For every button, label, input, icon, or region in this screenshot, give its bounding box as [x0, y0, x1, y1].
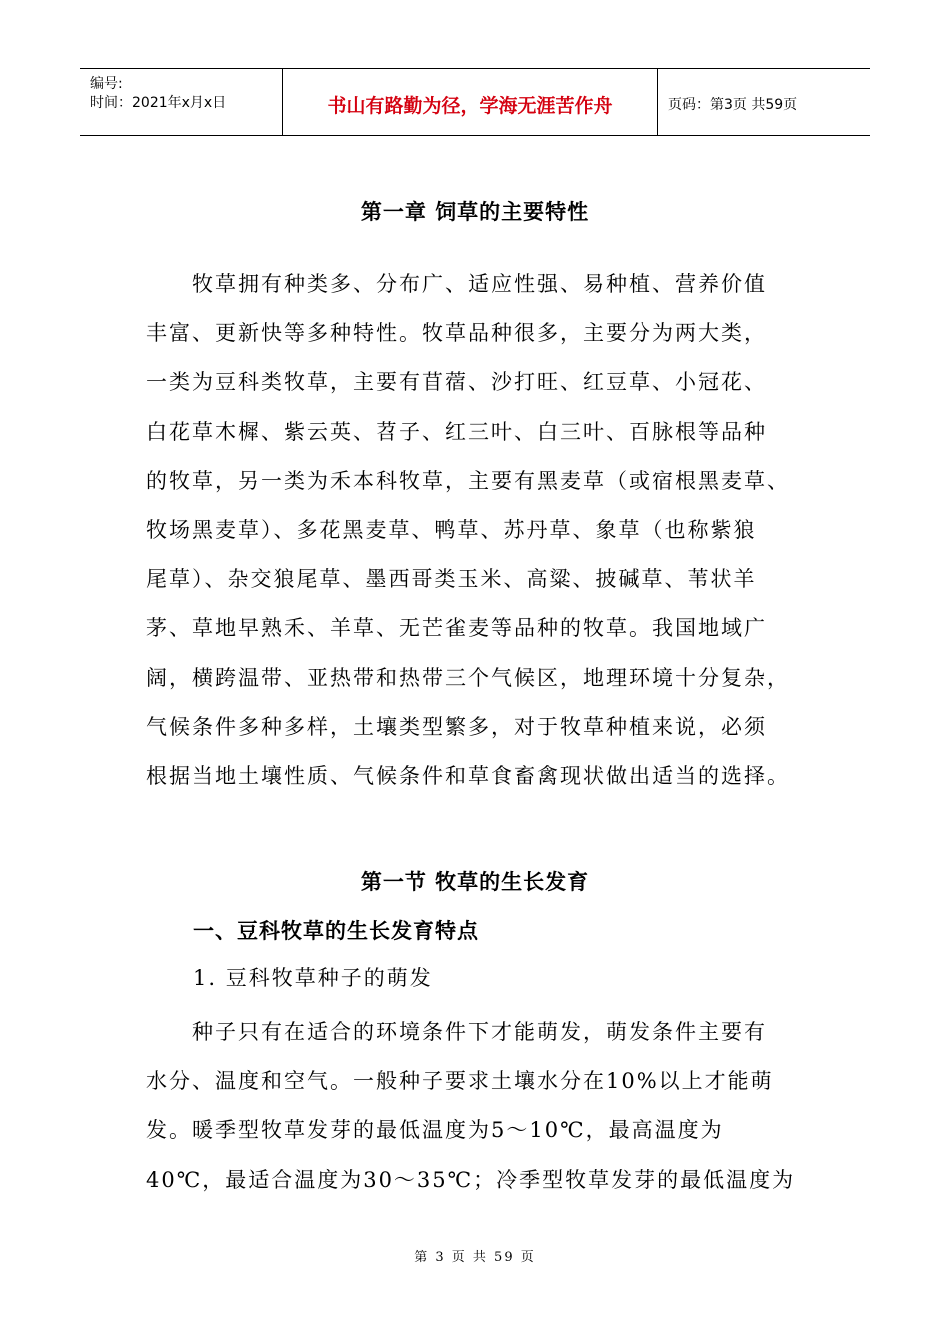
paragraph-line: 气候条件多种多样，土壤类型繁多，对于牧草种植来说，必须 — [146, 714, 767, 739]
time-label: 时间：2021年x月x日 — [90, 95, 227, 111]
page-header — [80, 68, 870, 136]
header-page-info: 页码：第3页 共59页 — [668, 97, 798, 113]
paragraph-line: 一类为豆科类牧草，主要有苜蓿、沙打旺、红豆草、小冠花、 — [146, 370, 767, 395]
paragraph-line: 牧场黑麦草）、多花黑麦草、鸭草、苏丹草、象草（也称紫狼 — [146, 518, 757, 543]
header-meta-cell — [80, 69, 283, 135]
paragraph-line: 种子只有在适合的环境条件下才能萌发，萌发条件主要有 — [146, 1020, 767, 1044]
page-footer: 第 3 页 共 59 页 — [414, 1250, 536, 1265]
item-title: 1. 豆科牧草种子的萌发 — [193, 966, 433, 990]
paragraph-line: 牧草拥有种类多、分布广、适应性强、易种植、营养价值 — [146, 272, 767, 296]
paragraph-intro — [146, 260, 816, 801]
number-label: 编号: — [90, 76, 123, 92]
sub-title: 一、豆科牧草的生长发育特点 — [193, 919, 479, 943]
paragraph-line: 丰富、更新快等多种特性。牧草品种很多，主要分为两大类， — [146, 321, 767, 346]
paragraph-line: 茅、草地早熟禾、羊草、无芒雀麦等品种的牧草。我国地域广 — [146, 616, 767, 641]
paragraph-line: 白花草木樨、紫云英、苕子、红三叶、白三叶、百脉根等品种 — [146, 419, 767, 444]
paragraph-line: 水分、温度和空气。一般种子要求土壤水分在10%以上才能萌 — [146, 1069, 774, 1094]
paragraph-line: 根据当地土壤性质、气候条件和草食畜禽现状做出适当的选择。 — [146, 764, 790, 789]
paragraph-line: 40℃，最适合温度为30～35℃；冷季型牧草发芽的最低温度为 — [146, 1167, 796, 1192]
paragraph-line: 阔，横跨温带、亚热带和热带三个气候区，地理环境十分复杂， — [146, 665, 790, 690]
chapter-title: 第一章 饲草的主要特性 — [360, 200, 590, 224]
header-motto: 书山有路勤为径，学海无涯苦作舟 — [283, 69, 658, 135]
paragraph-line: 尾草）、杂交狼尾草、墨西哥类玉米、高粱、披碱草、苇状羊 — [146, 567, 757, 592]
paragraph-germination — [146, 1008, 816, 1205]
paragraph-line: 发。暖季型牧草发芽的最低温度为5～10℃，最高温度为 — [146, 1118, 724, 1143]
paragraph-line: 的牧草，另一类为禾本科牧草，主要有黑麦草（或宿根黑麦草、 — [146, 468, 790, 493]
section-title: 第一节 牧草的生长发育 — [360, 870, 590, 894]
